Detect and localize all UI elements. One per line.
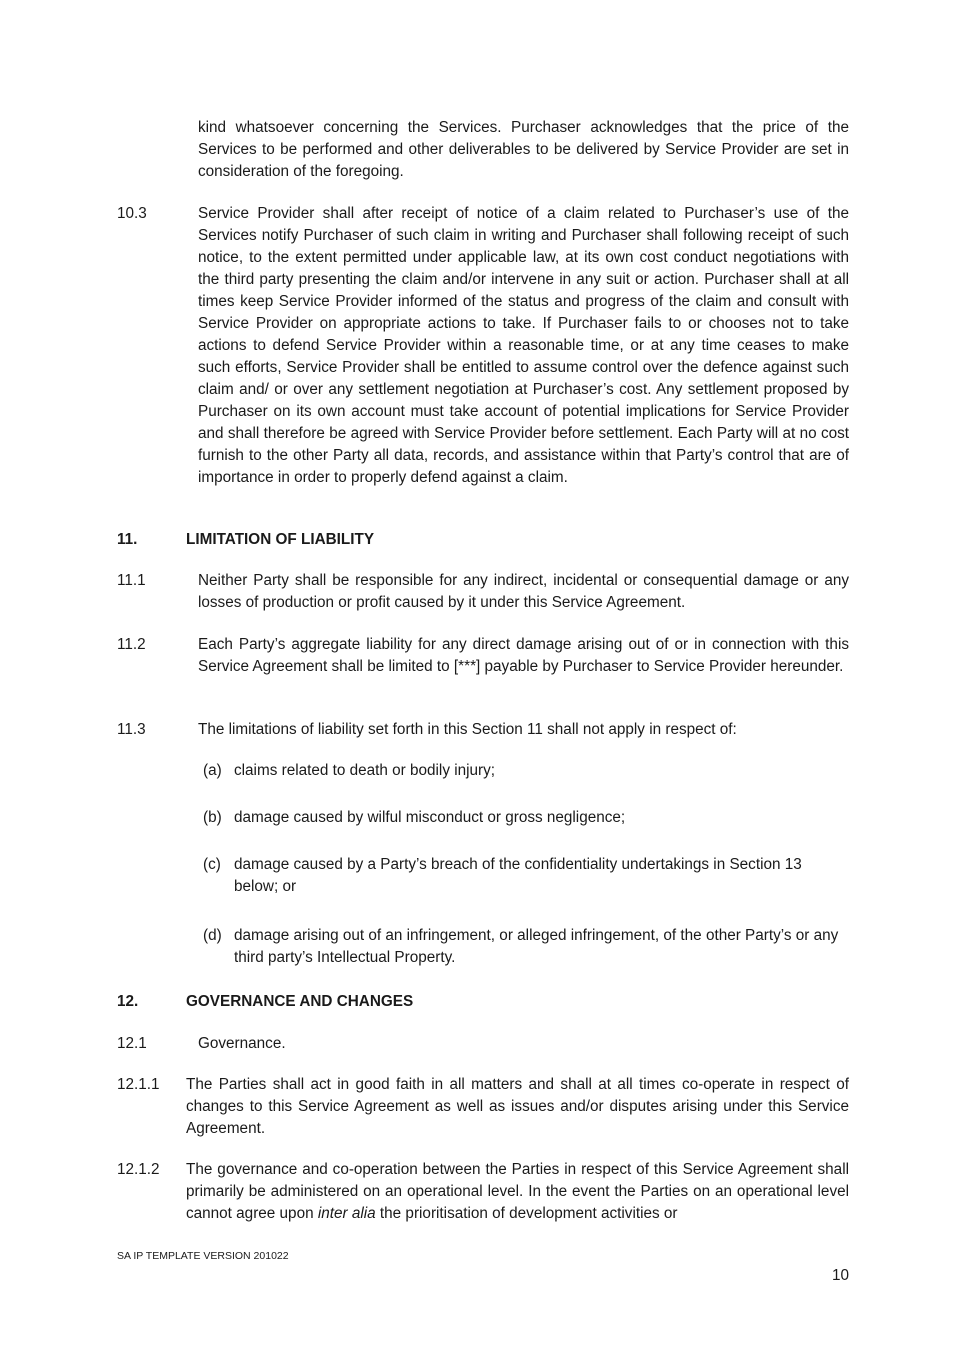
clause-text: The Parties shall act in good faith in all matters and shall at all times co-operate in respect of changes to this Service Agreement as well as issues and/or disputes arising under this Service Agreement.: [186, 1076, 849, 1137]
exception-item-c: [203, 854, 849, 898]
clause-text: Neither Party shall be responsible for any indirect, incidental or consequential damage or any losses of production or profit caused by it under this Service Agreement.: [198, 572, 849, 611]
section-number: 11.: [117, 531, 138, 548]
clause-text: The limitations of liability set forth in this Section 11 shall not apply in respect of:: [198, 721, 737, 738]
clause-text: Service Provider shall after receipt of notice of a claim related to Purchaser’s use of the Services notify Purchaser of such claim in writing and Purchaser shall following receipt of such notice, to the extent permitted under applicable law, at its own cost conduct negotiations with the third party presenting the claim and/or intervene in any suit or action. Purchaser shall at all times keep Service Provider informed of the status and progress of the claim and consult with Service Provider on appropriate actions to take. If Purchaser fails to or chooses not to take actions to defend Service Provider within a reasonable time, or at any time ceases to make such efforts, Service Provider shall be entitled to assume control over the defence against such claim and/ or over any settlement negotiation at Purchaser’s cost. Any settlement proposed by Purchaser on its own account must take account of potential implications for Service Provider and shall therefore be agreed with Service Provider before settlement. Each Party will at no cost furnish to the other Party all data, records, and assistance within that Party’s control that are of importance in order to properly defend against a claim.: [198, 205, 849, 486]
exception-text: claims related to death or bodily injury;: [234, 762, 496, 779]
intro-continuation-text: kind whatsoever concerning the Services. Purchaser acknowledges that the price of the Services to be performed and other deliverables to be delivered by Service Provider are set in consideration of the foregoing.: [198, 119, 849, 180]
clause-text: Governance.: [198, 1035, 286, 1052]
clause-number: 12.1.2: [117, 1161, 160, 1178]
clause-text: [186, 1159, 849, 1225]
clause-number: 12.1: [117, 1035, 147, 1052]
exception-text: damage caused by wilful misconduct or gross negligence;: [234, 809, 626, 826]
exception-item-b: [203, 807, 849, 829]
clause-12-1-1: [117, 1074, 849, 1140]
exception-item-a: [203, 760, 849, 782]
exception-text: damage caused by a Party’s breach of the confidentiality undertakings in Section 13 below; or: [234, 856, 802, 895]
exception-text: damage arising out of an infringement, or alleged infringement, of the other Party’s or any third party’s Intellectual Property.: [234, 927, 839, 966]
clause-number: 11.3: [117, 721, 146, 738]
intro-continuation-paragraph: [117, 117, 849, 183]
section-title: GOVERNANCE AND CHANGES: [186, 993, 414, 1010]
exception-label: (d): [203, 927, 222, 944]
clause-text: Each Party’s aggregate liability for any direct damage arising out of or in connection with this Service Agreement shall be limited to [***] payable by Purchaser to Service Provider hereunder.: [198, 636, 849, 675]
clause-number: 11.2: [117, 636, 146, 653]
clause-11-1: [117, 570, 849, 614]
clause-11-3: [117, 719, 849, 741]
clause-number: 11.1: [117, 572, 146, 589]
exception-item-d: [203, 925, 849, 969]
clause-text-italic: inter alia: [317, 1205, 376, 1222]
clause-12-1-2: [117, 1159, 849, 1225]
clause-text-part: The governance and co-operation between the Parties in respect of this Service Agreement shall primarily be administered on an operational level. In the event the Parties on an operational level cannot agree upon: [186, 1161, 849, 1222]
clause-10-3: [117, 203, 849, 489]
clause-12-1: [117, 1033, 849, 1055]
clause-11-2: [117, 634, 849, 678]
clause-text-part: the prioritisation of development activities or: [375, 1205, 678, 1222]
exception-label: (b): [203, 809, 222, 826]
page-number: 10: [831, 1267, 849, 1284]
exception-label: (a): [203, 762, 222, 779]
exception-label: (c): [203, 856, 221, 873]
section-number: 12.: [117, 993, 139, 1010]
footer-template-version: SA IP TEMPLATE VERSION 201022: [117, 1250, 289, 1262]
clause-number: 10.3: [117, 205, 147, 222]
section-title: LIMITATION OF LIABILITY: [186, 531, 375, 548]
clause-number: 12.1.1: [117, 1076, 160, 1093]
